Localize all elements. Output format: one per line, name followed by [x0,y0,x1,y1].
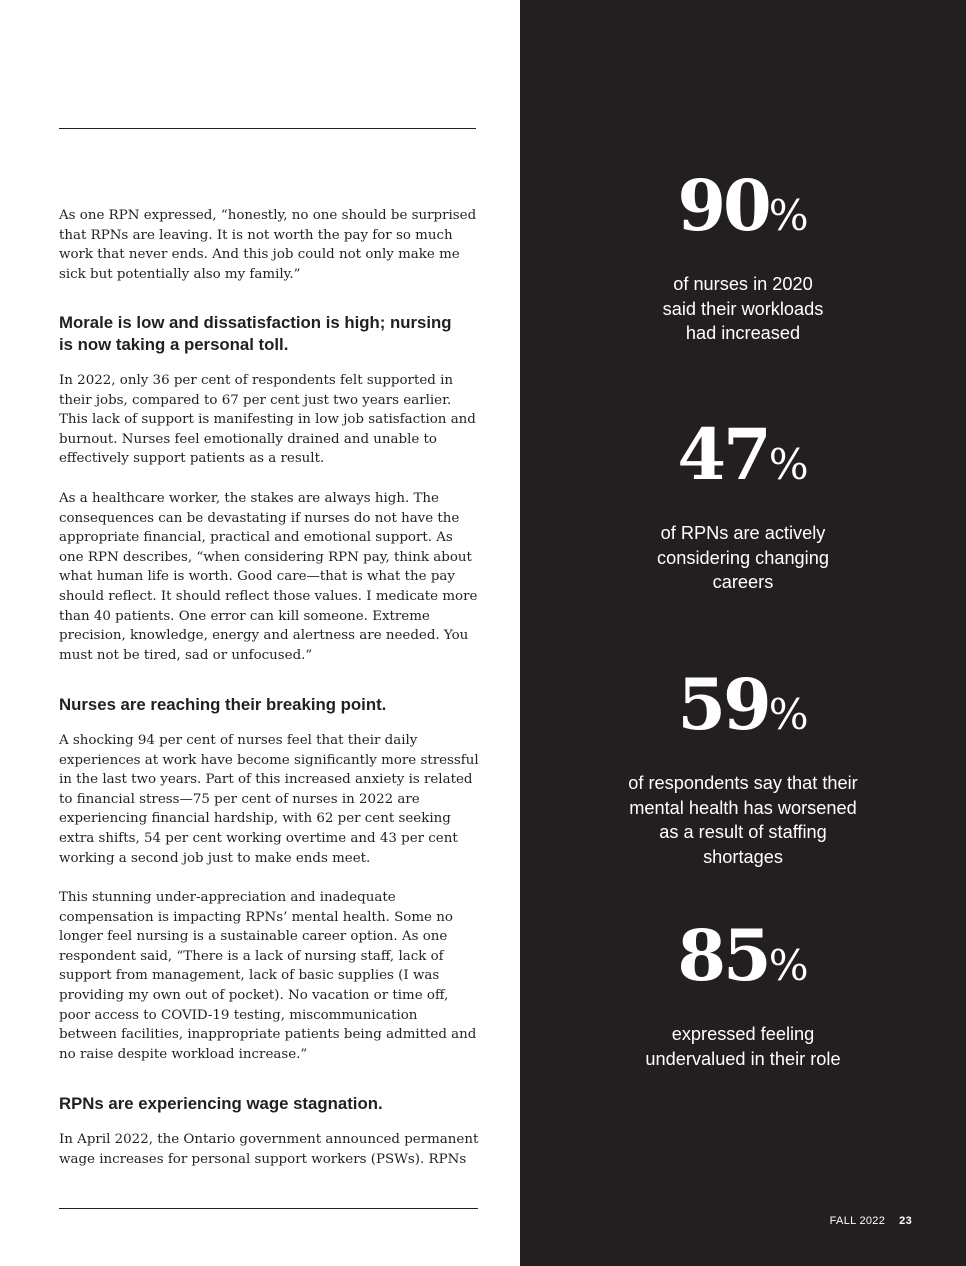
intro-paragraph: As one RPN expressed, “honestly, no one should be surprised that RPNs are leaving. It is not worth the pay for so much work that never ends. And this job could not only make me sick but potentially also my family.” [59,208,477,282]
section-2-paragraph-1: A shocking 94 per cent of nurses feel that their daily experiences at work have become significantly more stressful in the last two years. Part of this increased anxiety is related to financial stress—75 per cent of nurses in 2022 are experiencing financial hardship, with 62 per cent seeking extra shifts, 54 per cent working overtime and 43 per cent working a second job just to make ends meet. [59,733,479,866]
section-1-heading: Morale is low and dissatisfaction is high; nursing is now taking a personal toll. [59,313,452,354]
section-1-body [59,371,479,469]
section-1-paragraph-2: As a healthcare worker, the stakes are always high. The consequences can be devastating if nurses do not have the appropriate financial, practical and emotional support. As one RPN describes, “when considering RPN pay, think about what human life is worth. Good care—that is what the pay should reflect. It should reflect those values. I medicate more than 40 patients. One error can kill someone. Extreme precision, knowledge, energy and alertness are needed. You must not be tired, sad or unfocused.” [59,491,478,663]
stat-value: 90 [677,164,769,247]
section-2-body-2 [59,888,479,1064]
section-3-heading: RPNs are experiencing wage stagnation. [59,1094,383,1113]
stat-value: 59 [677,663,769,746]
page-footer [830,1215,912,1227]
page-number: 23 [899,1215,912,1227]
section-2-heading: Nurses are reaching their breaking point. [59,695,387,714]
stat-value: 47 [677,413,769,496]
stat-description: of RPNs are actively considering changing careers [657,523,829,593]
intro-block [59,206,479,284]
stat-career-change [520,413,966,595]
issue-label: FALL 2022 [829,1215,886,1227]
percent-sign: % [768,191,809,240]
stat-number [520,413,966,503]
percent-sign: % [768,440,809,489]
stat-number [520,914,966,1004]
section-3-paragraph: In April 2022, the Ontario government announced permanent wage increases for personal support workers (PSWs). RPNs [59,1132,479,1167]
stat-mental-health [520,663,966,869]
section-3-body [59,1130,479,1169]
percent-sign: % [768,690,809,739]
percent-sign: % [768,941,809,990]
stat-value: 85 [677,914,769,997]
top-divider [59,128,476,129]
section-2-body [59,731,479,868]
section-2-paragraph-2: This stunning under-appreciation and inadequate compensation is impacting RPNs’ mental health. Some no longer feel nursing is a sustainable career option. As one respondent said, “There is a lack of nursing staff, lack of support from management, lack of basic supplies (I was providing my own out of pocket). No vacation or time off, poor access to COVID-19 testing, miscommunication between facilities, inappropriate patients being admitted and no raise despite workload increase.” [59,890,477,1062]
stat-description: of nurses in 2020 said their workloads had increased [662,274,824,344]
stat-number [520,663,966,753]
stat-description: expressed feeling undervalued in their role [645,1024,841,1069]
stat-workload [520,164,966,346]
stat-number [520,164,966,254]
section-1-body-2 [59,489,479,665]
section-3 [59,1093,479,1115]
section-1-paragraph-1: In 2022, only 36 per cent of respondents felt supported in their jobs, compared to 67 per cent just two years earlier. This lack of support is manifesting in low job satisfaction and burnout. Nurses feel emotionally drained and unable to effectively support patients as a result. [59,373,476,467]
section-2 [59,694,479,716]
stat-description: of respondents say that their mental health has worsened as a result of staffing shortages [628,773,858,867]
bottom-divider [59,1208,478,1209]
stat-undervalued [520,914,966,1071]
section-1 [59,312,469,356]
